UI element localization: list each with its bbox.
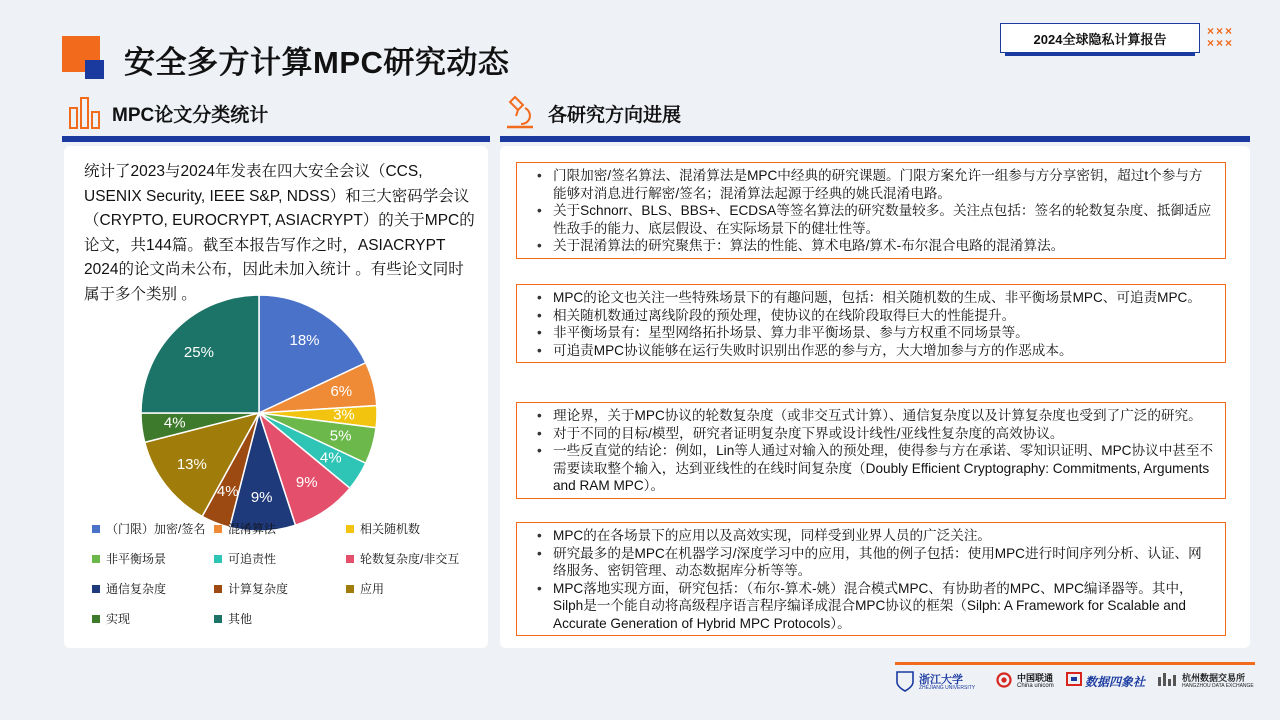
research-point: • 关于混淆算法的研究聚焦于：算法的性能、算术电路/算术-布尔混合电路的混淆算法。 (529, 237, 1215, 255)
research-point: • 关于Schnorr、BLS、BBS+、ECDSA等签名算法的研究数量较多。关注点包括：签名的轮数复杂度、抵御适应性敌手的能力、底层假设、在实际场景下的健壮性等。 (529, 202, 1215, 237)
legend-label: 相关随机数 (360, 522, 421, 536)
legend-swatch (92, 615, 100, 623)
research-box-4 (516, 522, 1226, 636)
intro-text: 统计了2023与2024年发表在四大安全会议（CCS, USENIX Security, IEEE S&P, NDSS）和三大密码学会议（CRYPTO, EUROCRYPT, ASIACRYPT）的关于MPC的论文，共144篇。截至本报告写作之时，ASIACRYPT 2024的论文尚未公布，因此未加入统计 。有些论文同时属于多个类别 。 (84, 163, 475, 303)
legend-label: 轮数复杂度/非交互 (360, 552, 460, 566)
partner-footer (895, 662, 1253, 696)
section-heading-progress: 各研究方向进展 (548, 105, 682, 126)
legend-label: 实现 (106, 612, 131, 626)
legend-item (214, 550, 342, 567)
chart-legend (92, 520, 482, 627)
university-seal-icon (895, 670, 915, 692)
section-divider-right (500, 136, 1250, 142)
legend-item (346, 520, 476, 537)
report-badge: 2024全球隐私计算报告 (1000, 23, 1200, 53)
legend-label: 计算复杂度 (228, 582, 289, 596)
pie-slice-label: 18% (289, 332, 320, 350)
legend-swatch (92, 525, 100, 533)
legend-label: 通信复杂度 (106, 582, 167, 596)
pie-slice-label: 9% (295, 474, 318, 492)
legend-label: 可追责性 (228, 552, 277, 566)
pie-chart (134, 288, 384, 538)
research-point: • 非平衡场景有：星型网络拓扑场景、算力非平衡场景、参与方权重不同场景等。 (529, 324, 1215, 342)
legend-item (92, 580, 210, 597)
legend-item (92, 610, 210, 627)
research-box-1 (516, 162, 1226, 259)
legend-swatch (214, 555, 222, 563)
pie-slice-label: 3% (333, 406, 355, 424)
research-point: • MPC的在各场景下的应用以及高效实现，同样受到业界人员的广泛关注。 (529, 527, 1215, 545)
legend-item (346, 550, 476, 567)
progress-card (500, 146, 1250, 648)
legend-swatch (92, 555, 100, 563)
org-zju-sub: ZHEJIANG UNIVERSITY (919, 685, 976, 691)
legend-swatch (214, 615, 222, 623)
pie-slice-label: 4% (216, 482, 239, 500)
legend-swatch (92, 585, 100, 593)
pie-slice-label: 9% (250, 488, 273, 506)
research-point: • 研究最多的是MPC在机器学习/深度学习中的应用，其他的例子包括：使用MPC进行时间序列分析、认证、网络服务、密钥管理、动态数据库分析等等。 (529, 545, 1215, 580)
decorative-x-icon: ××× ××× (1207, 24, 1235, 50)
research-point: • MPC落地实现方面，研究包括：（布尔-算术-姚）混合模式MPC、有协助者的MPC、MPC编译器等。其中，Silph是一个能自动将高级程序语言程序编译成混合MPC协议的框架（Silph: A Framework for Scalable and Accurate Generation of Hybrid MPC Protocols）。 (529, 580, 1215, 633)
data-exchange-logo-icon (1157, 671, 1179, 687)
research-point: • 对于不同的目标/模型，研究者证明复杂度下界或设计线性/亚线性复杂度的高效协议。 (529, 425, 1215, 443)
research-box-2 (516, 284, 1226, 363)
legend-swatch (214, 585, 222, 593)
legend-label: （门限）加密/签名 (106, 522, 206, 536)
legend-swatch (346, 525, 354, 533)
org-zju: 浙江大学 (919, 673, 963, 686)
legend-label: 混淆算法 (228, 522, 277, 536)
research-point: • 相关随机数通过离线阶段的预处理，使协议的在线阶段取得巨大的性能提升。 (529, 307, 1215, 325)
research-point: • 可追责MPC协议能够在运行失败时识别出作恶的参与方，大大增加参与方的作恶成本。 (529, 342, 1215, 360)
legend-item (214, 610, 342, 627)
pie-slice-label: 4% (319, 449, 342, 467)
page-title: 安全多方计算MPC研究动态 (124, 45, 510, 80)
org-data-exchange-sub: HANGZHOU DATA EXCHANGE (1182, 683, 1254, 689)
legend-label: 其他 (228, 612, 253, 626)
org-unicom: 中国联通 (1017, 673, 1054, 683)
org-unicom-sub: China unicom (1017, 683, 1054, 689)
research-point: • 一些反直觉的结论：例如，Lin等人通过对输入的预处理，使得参与方在承诺、零知识证明、MPC协议中甚至不需要读取整个输入，达到亚线性的在线时间复杂度（Doubly Efficient Cryptography: Commitments, Arguments and RAM MPC）。 (529, 442, 1215, 495)
pie-slice-label: 6% (330, 382, 353, 400)
org-data-exchange: 杭州数据交易所 (1182, 673, 1246, 683)
stats-card (64, 146, 488, 648)
legend-item (214, 520, 342, 537)
legend-item (92, 520, 210, 537)
pie-chart-svg (134, 288, 384, 538)
pie-slice-label: 13% (176, 456, 207, 474)
legend-item (346, 580, 476, 597)
legend-swatch (214, 525, 222, 533)
legend-swatch (346, 555, 354, 563)
legend-swatch (346, 585, 354, 593)
microscope-icon (503, 94, 537, 130)
research-point: • MPC的论文也关注一些特殊场景下的有趣问题，包括：相关随机数的生成、非平衡场景MPC、可追责MPC。 (529, 289, 1215, 307)
legend-label: 非平衡场景 (106, 552, 167, 566)
research-box-3 (516, 402, 1226, 499)
data-four-logo-icon (1065, 671, 1083, 687)
section-divider-left (62, 136, 490, 142)
org-data-four: 数据四象社 (1085, 675, 1146, 689)
research-point: • 门限加密/签名算法、混淆算法是MPC中经典的研究课题。门限方案允许一组参与方分享密钥，超过t个参与方能够对消息进行解密/签名；混淆算法起源于经典的姚氏混淆电路。 (529, 167, 1215, 202)
footer-divider (895, 662, 1255, 665)
unicom-knot-icon (995, 671, 1013, 689)
legend-item (92, 550, 210, 567)
pie-slice-label: 4% (163, 414, 186, 432)
research-point: • 理论界，关于MPC协议的轮数复杂度（或非交互式计算）、通信复杂度以及计算复杂度也受到了广泛的研究。 (529, 407, 1215, 425)
pie-slice-label: 25% (183, 343, 214, 361)
legend-item (214, 580, 342, 597)
brand-square-blue (85, 60, 104, 79)
legend-label: 应用 (360, 582, 385, 596)
bar-chart-icon (68, 96, 102, 130)
section-heading-stats: MPC论文分类统计 (112, 105, 269, 126)
pie-slice-label: 5% (329, 427, 352, 445)
